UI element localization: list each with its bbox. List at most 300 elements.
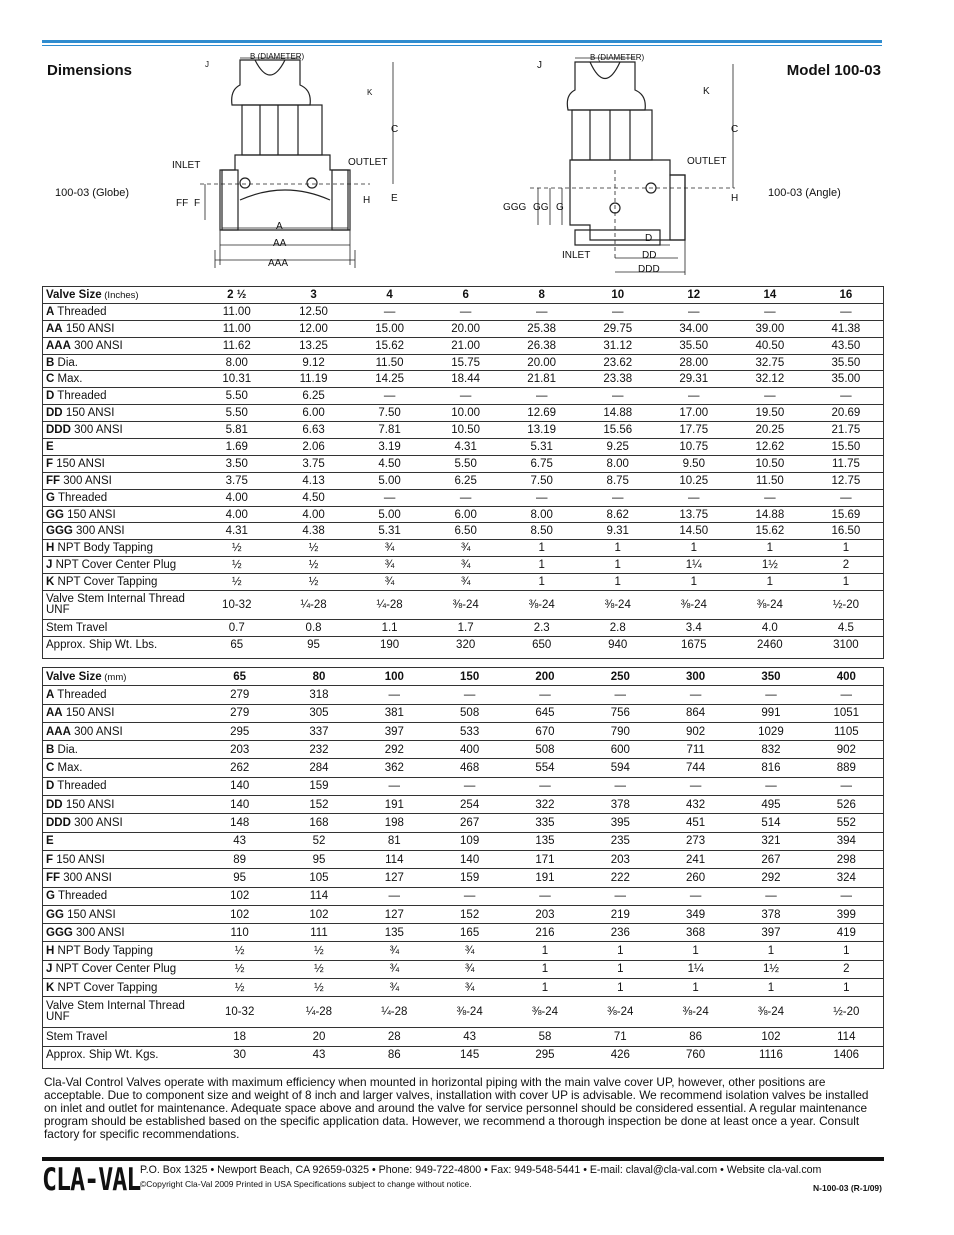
row-label (42, 796, 198, 814)
table-row (42, 405, 884, 422)
table-cell: 1 (583, 979, 658, 997)
table-cell: ⅜-24 (732, 591, 808, 620)
table-cell: 760 (686, 1049, 706, 1062)
row-description: 150 ANSI (62, 407, 115, 420)
table-cell: 191 (507, 869, 582, 887)
table-cell: 4.13 (276, 472, 352, 489)
table-cell: 16.50 (808, 523, 884, 540)
table-cell: 8.00 (198, 354, 276, 371)
row-description: Stem Travel (46, 1030, 108, 1043)
row-description: Approx. Ship Wt. Lbs. (46, 638, 158, 651)
table-cell: 17.75 (656, 422, 732, 439)
table-cell: 23.38 (580, 371, 656, 388)
table-cell: 145 (460, 1049, 480, 1062)
table-cell: — (732, 303, 808, 320)
table-cell: 1 (808, 540, 884, 557)
table-cell: 190 (380, 638, 400, 651)
size-header-cell: 4 (352, 287, 428, 303)
size-header-cell: 150 (432, 668, 507, 686)
table-cell: ¾ (432, 942, 507, 960)
table-cell: — (733, 777, 808, 795)
table-cell: 254 (432, 796, 507, 814)
table-cell: 4.00 (276, 506, 352, 523)
table-cell: 8.00 (580, 455, 656, 472)
row-label (42, 869, 198, 887)
table-cell: 8.75 (580, 472, 656, 489)
table-cell: 508 (507, 741, 582, 759)
label-j: J (205, 60, 209, 69)
table-row (42, 686, 884, 704)
table-cell: 1 (580, 557, 656, 574)
table-cell: 40.50 (732, 337, 808, 354)
label-inlet-angle: INLET (562, 250, 591, 261)
row-description: Dia. (54, 743, 78, 756)
table-cell: 381 (357, 704, 432, 722)
table-cell: 1¼ (656, 557, 732, 574)
table-cell: 600 (583, 741, 658, 759)
row-description: 300 ANSI (72, 926, 125, 939)
row-key: DDD (46, 424, 71, 437)
table-cell: 31.12 (580, 337, 656, 354)
row-description: 150 ANSI (53, 457, 105, 470)
row-description: Stem Travel (46, 621, 108, 634)
table-row (42, 777, 884, 795)
table-row (42, 388, 884, 405)
page-title: Dimensions (47, 62, 133, 79)
table-cell: 816 (733, 759, 808, 777)
size-header-cell: 12 (656, 287, 732, 303)
table-cell: 65 (230, 638, 244, 651)
table-cell: 114 (357, 850, 432, 868)
size-header-cell: 8 (504, 287, 580, 303)
table-row (42, 354, 884, 371)
table-cell: 241 (658, 850, 733, 868)
table-cell: 15.56 (580, 422, 656, 439)
table-cell: 86 (658, 1028, 733, 1046)
table-cell: 17.00 (656, 405, 732, 422)
table-cell: 168 (281, 814, 356, 832)
row-key: F (46, 457, 54, 470)
table-cell: 1 (808, 574, 884, 591)
row-key: G (46, 491, 55, 504)
table-cell: ¼-28 (352, 591, 428, 620)
table-cell: — (583, 686, 658, 704)
table-cell: 1 (809, 979, 884, 997)
table-cell: 3100 (833, 638, 859, 651)
row-key: H (46, 542, 55, 555)
table-cell: 127 (357, 905, 432, 923)
label-d: D (645, 233, 653, 244)
table-header-row (42, 287, 884, 303)
table-cell: 295 (198, 722, 281, 740)
table-cell: 14.88 (732, 506, 808, 523)
table-cell: 20 (281, 1028, 356, 1046)
cla-val-logo: CLA-VAL (42, 1161, 141, 1198)
table-cell: 21.00 (428, 337, 504, 354)
table-cell: — (352, 388, 428, 405)
label-h-globe: H (363, 195, 371, 206)
row-label (42, 320, 198, 337)
table-row (42, 472, 884, 489)
table-cell: 11.75 (808, 455, 884, 472)
row-description: 150 ANSI (62, 707, 115, 720)
table-cell: — (733, 887, 808, 905)
row-key: F (46, 853, 54, 866)
table-cell: 9.12 (276, 354, 352, 371)
table-cell: 5.81 (198, 422, 276, 439)
table-row (42, 942, 884, 960)
row-description: 300 ANSI (70, 817, 123, 830)
table-cell: 105 (281, 869, 356, 887)
row-label (42, 850, 198, 868)
size-header-cell: 10 (580, 287, 656, 303)
table-cell: 4.38 (276, 523, 352, 540)
label-j-angle: J (537, 60, 542, 71)
table-cell: 1 (656, 540, 732, 557)
table-row (42, 1046, 884, 1064)
table-cell: ¼-28 (281, 997, 356, 1028)
table-cell: 419 (809, 924, 884, 942)
table-cell: 1105 (809, 722, 884, 740)
table-cell: ¼-28 (276, 591, 352, 620)
table-cell: — (580, 388, 656, 405)
row-description: 300 ANSI (60, 474, 112, 487)
table-cell: ¾ (428, 540, 504, 557)
label-gg: GG (533, 202, 549, 213)
row-label (42, 1046, 198, 1064)
table-cell: 203 (198, 741, 281, 759)
table-cell: — (504, 388, 580, 405)
row-label (42, 388, 198, 405)
row-label (42, 997, 198, 1028)
row-label (42, 591, 198, 620)
table-cell: 362 (357, 759, 432, 777)
table-cell: ¾ (352, 557, 428, 574)
table-cell: 1.1 (352, 620, 428, 637)
table-cell: ⅜-24 (580, 591, 656, 620)
row-description: NPT Cover Center Plug (52, 963, 177, 976)
row-label (42, 887, 198, 905)
table-cell: 1 (507, 960, 582, 978)
table-cell: 216 (507, 924, 582, 942)
table-cell: 790 (583, 722, 658, 740)
table-cell: 198 (357, 814, 432, 832)
label-k: K (367, 88, 373, 97)
table-cell: 2 (809, 960, 884, 978)
table-cell: 159 (281, 777, 356, 795)
table-cell: 89 (198, 850, 281, 868)
table-cell: 526 (809, 796, 884, 814)
row-description: 150 ANSI (63, 908, 116, 921)
row-description: 150 ANSI (62, 798, 115, 811)
table-cell: 14.50 (656, 523, 732, 540)
size-header-cell: 100 (357, 668, 432, 686)
row-key: A (46, 688, 55, 701)
table-cell: 335 (507, 814, 582, 832)
row-key: C (46, 373, 55, 386)
label-aaa: AAA (268, 258, 289, 269)
table-cell: 1 (656, 574, 732, 591)
label-b-diameter-angle: B (DIAMETER) (590, 53, 645, 62)
table-row (42, 506, 884, 523)
table-cell: 152 (281, 796, 356, 814)
table-cell: 5.31 (504, 439, 580, 456)
table-cell: 1.7 (428, 620, 504, 637)
table-cell: 6.50 (428, 523, 504, 540)
table-cell: 1.69 (198, 439, 276, 456)
table-cell: 1029 (733, 722, 808, 740)
table-cell: — (432, 887, 507, 905)
table-cell: 26.38 (504, 337, 580, 354)
table-cell: 11.00 (198, 320, 276, 337)
table-cell: 5.50 (198, 405, 276, 422)
row-label (42, 422, 198, 439)
table-cell: 2 (808, 557, 884, 574)
table-cell: 35.50 (656, 337, 732, 354)
row-key: D (46, 780, 55, 793)
row-description: NPT Cover Tapping (54, 576, 158, 589)
table-cell: 1 (732, 574, 808, 591)
table-cell: 495 (733, 796, 808, 814)
table-cell: 1½ (732, 557, 808, 574)
row-label (42, 303, 198, 320)
table-cell: 102 (198, 905, 281, 923)
row-label (42, 924, 198, 942)
table-cell: 71 (583, 1028, 658, 1046)
table-cell: ½ (198, 979, 281, 997)
table-cell: 1 (583, 960, 658, 978)
table-row (42, 722, 884, 740)
table-cell: — (357, 887, 432, 905)
row-key: J (46, 963, 53, 976)
table-cell: 111 (281, 924, 356, 942)
table-cell: 1 (658, 979, 733, 997)
table-cell: 395 (583, 814, 658, 832)
table-cell: 432 (658, 796, 733, 814)
table-cell: ½ (198, 557, 276, 574)
table-cell: — (656, 489, 732, 506)
top-rule-thin (42, 45, 882, 46)
document-number: N-100-03 (R-1/09) (813, 1183, 882, 1193)
valve-size-label: Valve Size (46, 288, 102, 301)
table-row (42, 620, 884, 637)
size-header-cell: 16 (808, 287, 884, 303)
label-f: F (194, 198, 201, 209)
table-cell: — (808, 388, 884, 405)
row-label (42, 905, 198, 923)
footer-rule (42, 1157, 884, 1161)
table-cell: ¾ (428, 557, 504, 574)
table-cell: 4.5 (808, 620, 884, 637)
table-cell: 25.38 (504, 320, 580, 337)
label-b-diameter: B (DIAMETER) (250, 52, 305, 61)
table-cell: — (583, 887, 658, 905)
table-cell: 81 (357, 832, 432, 850)
row-label (42, 759, 198, 777)
table-row (42, 371, 884, 388)
row-description: NPT Body Tapping (54, 945, 153, 958)
table-cell: ⅜-24 (504, 591, 580, 620)
size-header-cell: 14 (732, 287, 808, 303)
label-aa: AA (273, 238, 287, 249)
table-row (42, 869, 884, 887)
table-cell: 203 (507, 905, 582, 923)
table-cell: — (808, 489, 884, 506)
table-cell: 1 (732, 540, 808, 557)
table-cell: 35.50 (808, 354, 884, 371)
size-header-cell: 80 (281, 668, 356, 686)
table-cell: 318 (281, 686, 356, 704)
table-cell: 1051 (809, 704, 884, 722)
table-cell: — (357, 686, 432, 704)
table-cell: 95 (281, 850, 356, 868)
table-cell: ⅜-24 (428, 591, 504, 620)
table-cell: 305 (281, 704, 356, 722)
table-cell: — (432, 686, 507, 704)
table-cell: 1 (733, 942, 808, 960)
table-cell: 140 (432, 850, 507, 868)
footer-address: P.O. Box 1325 • Newport Beach, CA 92659-0325 • Phone: 949-722-4800 • Fax: 949-548-5441 • E-mail: claval@cla-val.com • Website cla-val.com (140, 1164, 822, 1176)
size-header-cell: 400 (809, 668, 884, 686)
top-rule (42, 40, 882, 43)
table-cell: 20.69 (808, 405, 884, 422)
row-label (42, 777, 198, 795)
table-cell: — (809, 686, 884, 704)
table-cell: 6.63 (276, 422, 352, 439)
label-ff: FF (176, 198, 189, 209)
table-cell: 279 (198, 686, 281, 704)
table-cell: 43.50 (808, 337, 884, 354)
row-description: NPT Body Tapping (54, 542, 153, 555)
table-row (42, 924, 884, 942)
table-cell: 5.00 (352, 506, 428, 523)
table-cell: 28 (357, 1028, 432, 1046)
installation-note: Cla-Val Control Valves operate with maximum efficiency when mounted in horizontal piping with the main valve cover UP, however, other positions are acceptable. Due to component size and weight of 8 inch and larger valves, installation with cover UP is advisable. We recommend isolation valves be installed on inlet and outlet for maintenance. Adequate space above and around the valve for service personnel should be considered essential. A regular maintenance program should be established based on the specific application data. However, we recommend a thorough inspection be done at least once a year. Consult factory for specific recommendations. (44, 1075, 869, 1141)
table-cell: — (656, 303, 732, 320)
table-cell: 1675 (680, 638, 707, 651)
table-cell: 554 (507, 759, 582, 777)
table-row (42, 960, 884, 978)
row-description: Threaded (54, 491, 108, 504)
row-key: C (46, 762, 55, 775)
table-header-row (42, 668, 884, 686)
size-header-cell: 200 (507, 668, 582, 686)
table-cell: — (432, 777, 507, 795)
table-cell: 324 (809, 869, 884, 887)
table-cell: 10-32 (198, 997, 281, 1028)
table-cell: 102 (281, 905, 356, 923)
table-cell: 21.75 (808, 422, 884, 439)
table-cell: 20.25 (732, 422, 808, 439)
table-cell: 7.50 (504, 472, 580, 489)
table-cell: 514 (733, 814, 808, 832)
row-key: DD (46, 798, 63, 811)
row-key: GG (46, 908, 64, 921)
table-cell: 14.88 (580, 405, 656, 422)
table-cell: 15.75 (428, 354, 504, 371)
table-cell: 426 (610, 1049, 630, 1062)
row-key: AA (46, 707, 63, 720)
table-cell: 1 (504, 557, 580, 574)
table-cell: — (809, 777, 884, 795)
table-cell: 3.19 (352, 439, 428, 456)
row-description: 150 ANSI (53, 853, 105, 866)
label-h-angle: H (731, 193, 739, 204)
table-cell: ½ (281, 960, 356, 978)
label-angle: 100-03 (Angle) (768, 187, 841, 199)
table-cell: 18.44 (428, 371, 504, 388)
table-cell: 109 (432, 832, 507, 850)
table-row (42, 759, 884, 777)
table-row (42, 979, 884, 997)
table-cell: 28.00 (656, 354, 732, 371)
table-cell: 11.50 (732, 472, 808, 489)
table-cell: 43 (198, 832, 281, 850)
table-cell: 58 (507, 1028, 582, 1046)
table-cell: 320 (456, 638, 476, 651)
table-cell: 12.00 (276, 320, 352, 337)
table-cell: — (732, 388, 808, 405)
table-cell: — (504, 489, 580, 506)
table-cell: — (428, 303, 504, 320)
valve-size-unit: (Inches) (101, 289, 139, 301)
table-cell: — (428, 388, 504, 405)
table-cell: — (507, 777, 582, 795)
table-cell: 940 (608, 638, 628, 651)
table-cell: 1 (733, 979, 808, 997)
table-cell: 0.7 (198, 620, 276, 637)
label-e: E (391, 193, 398, 204)
table-cell: 4.50 (352, 455, 428, 472)
table-cell: 102 (198, 887, 281, 905)
size-header-cell: 3 (276, 287, 352, 303)
table-cell: ½ (276, 574, 352, 591)
row-key: K (46, 576, 55, 589)
table-cell: ⅜-24 (432, 997, 507, 1028)
table-cell: — (504, 303, 580, 320)
row-label (42, 405, 198, 422)
table-cell: ¾ (352, 540, 428, 557)
table-cell: 13.19 (504, 422, 580, 439)
table-cell: 902 (658, 722, 733, 740)
table-cell: 368 (658, 924, 733, 942)
label-ggg: GGG (503, 202, 527, 213)
table-cell: — (583, 777, 658, 795)
row-label (42, 722, 198, 740)
row-label (42, 472, 198, 489)
table-cell: 1¼ (658, 960, 733, 978)
table-cell: 378 (583, 796, 658, 814)
table-cell: 41.38 (808, 320, 884, 337)
table-row (42, 636, 884, 652)
row-label (42, 814, 198, 832)
row-description: NPT Cover Tapping (54, 981, 158, 994)
table-cell: 39.00 (732, 320, 808, 337)
table-cell: 86 (387, 1049, 401, 1062)
table-cell: 236 (583, 924, 658, 942)
table-cell: 8.50 (504, 523, 580, 540)
table-cell: 6.00 (276, 405, 352, 422)
table-row (42, 320, 884, 337)
row-key: E (46, 440, 54, 453)
row-key: AA (46, 322, 63, 335)
table-cell: 15.62 (352, 337, 428, 354)
table-cell: 11.50 (352, 354, 428, 371)
table-cell: 4.31 (428, 439, 504, 456)
table-cell: 889 (809, 759, 884, 777)
row-description: 300 ANSI (72, 525, 125, 538)
row-label (42, 960, 198, 978)
